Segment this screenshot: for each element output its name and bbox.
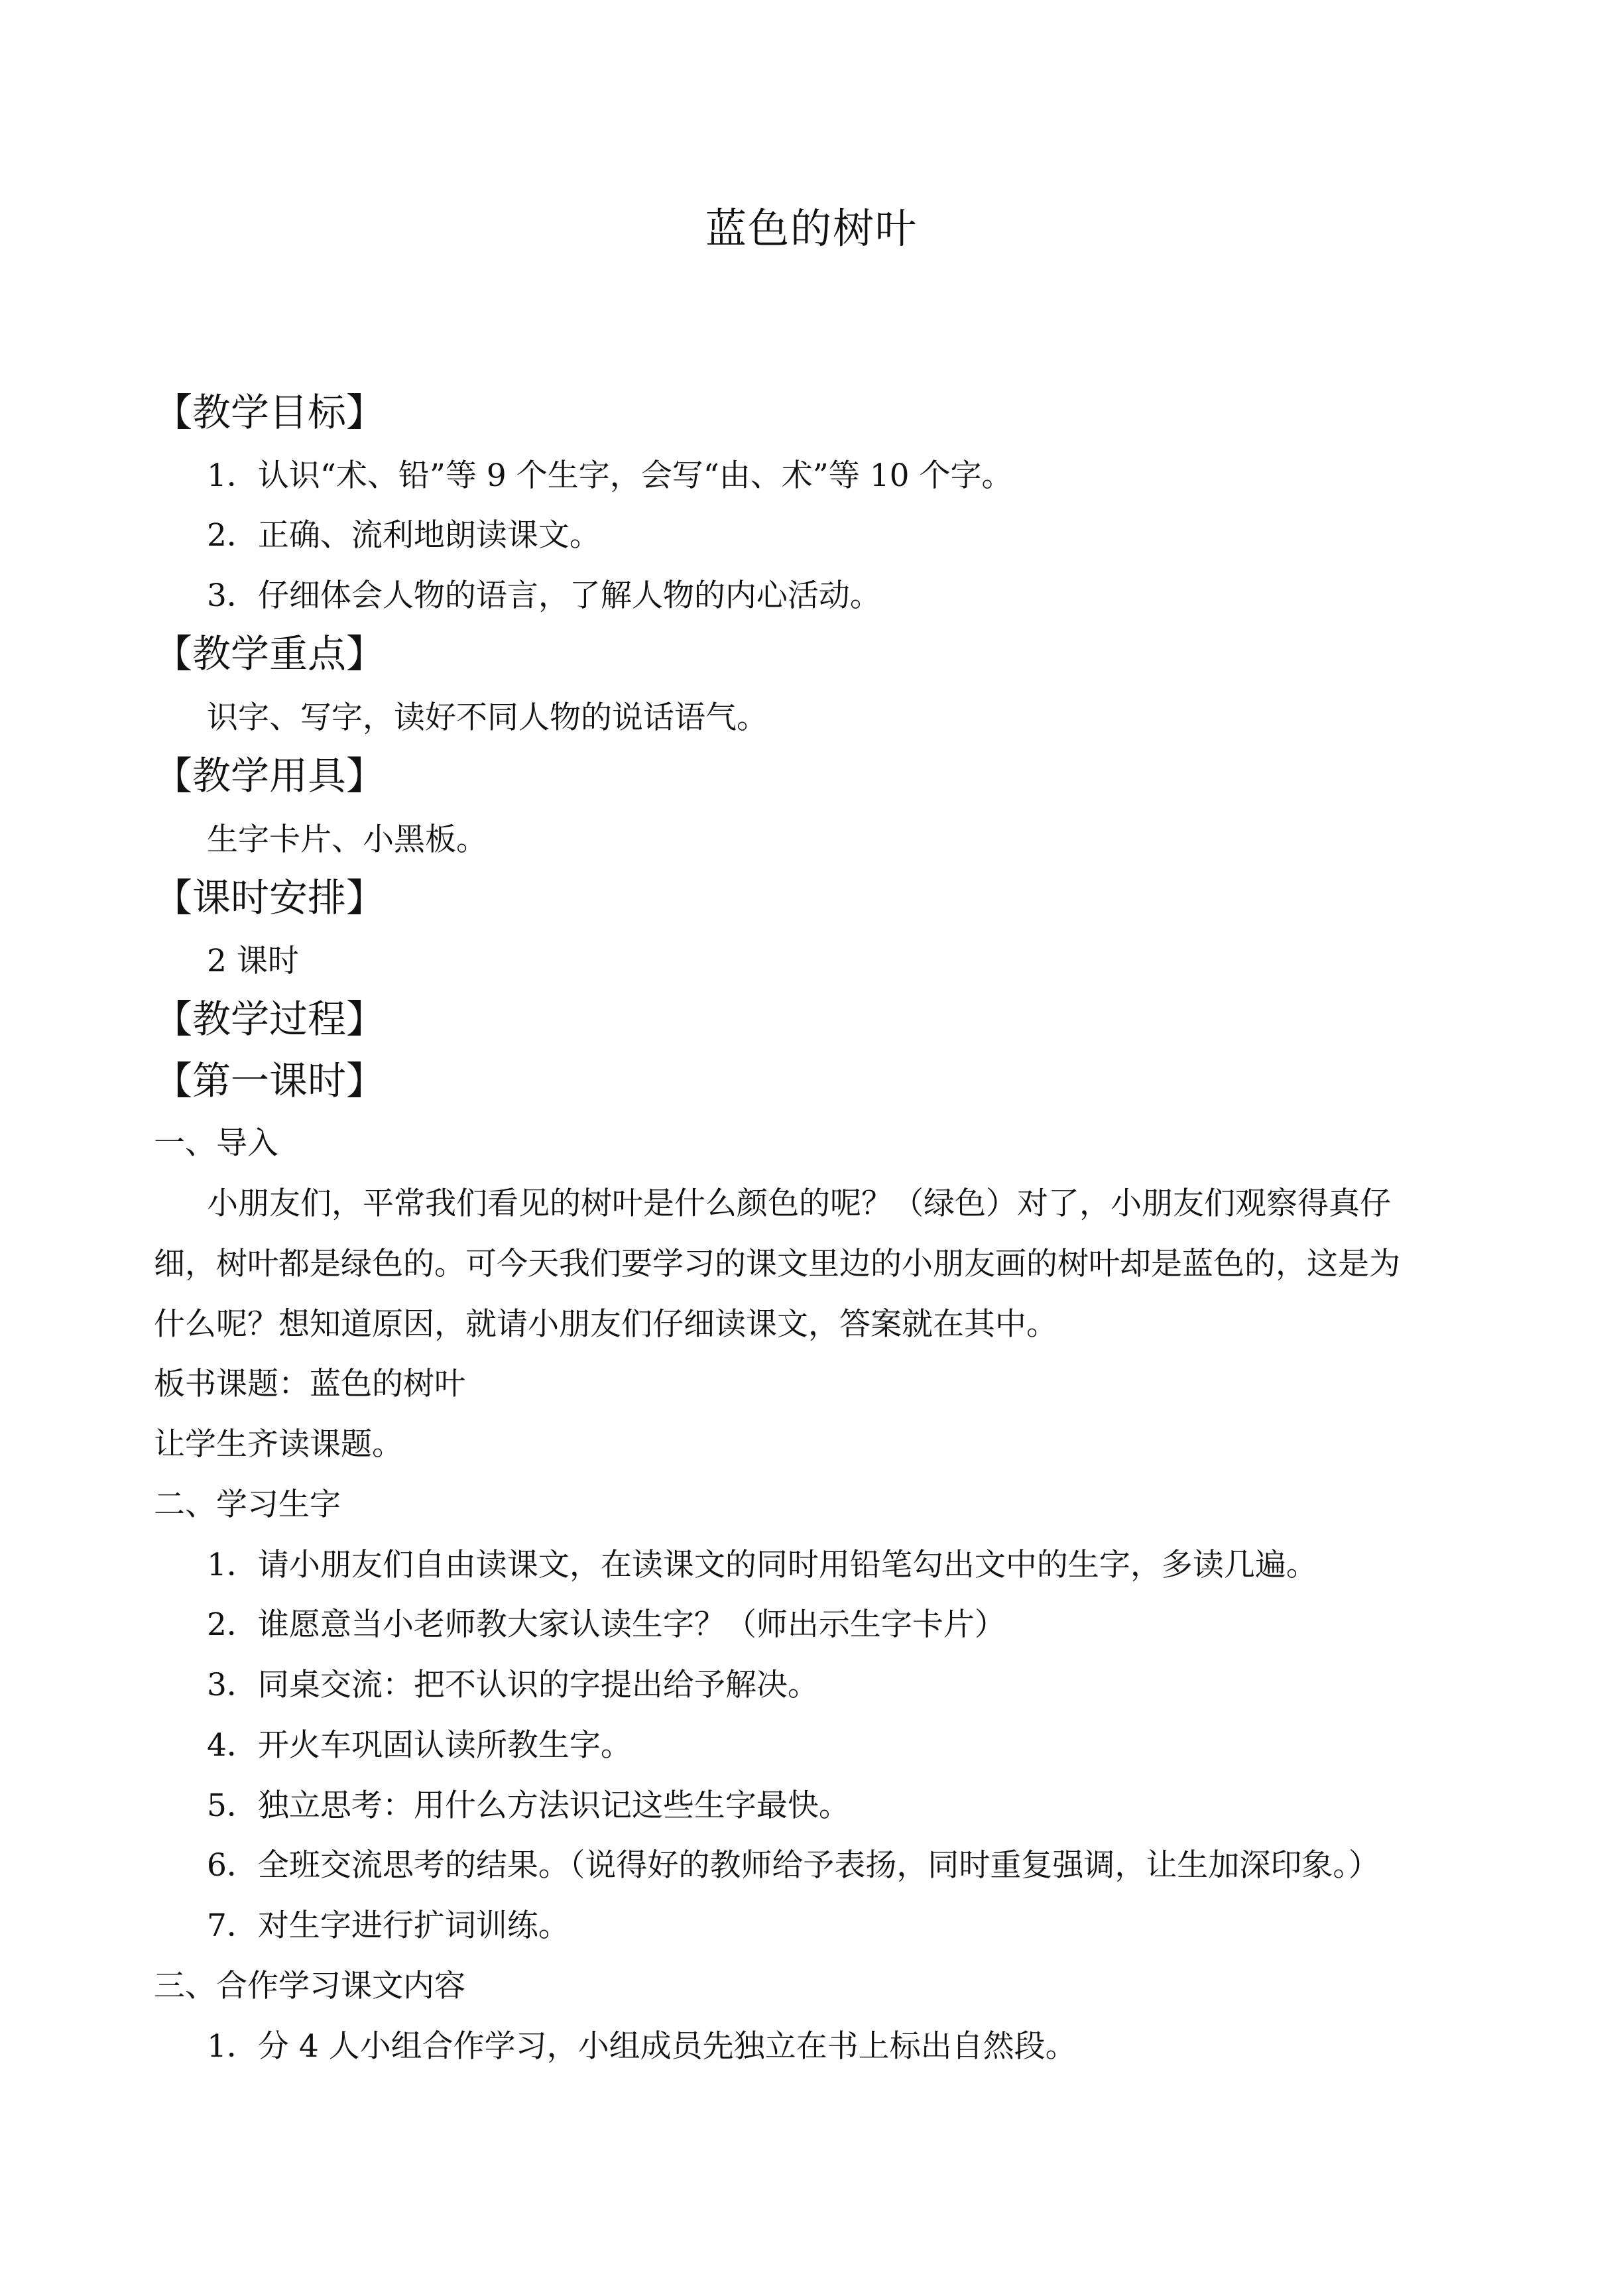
focus-text: 识字、写字，读好不同人物的说话语气。 xyxy=(207,699,768,736)
learn-step-1: 1．请小朋友们自由读课文，在读课文的同时用铅笔勾出文中的生字，多读几遍。 xyxy=(207,1547,1317,1583)
heading-teaching-process: 【教学过程】 xyxy=(154,997,385,1042)
section-cooperative-study: 三、合作学习课文内容 xyxy=(154,1968,465,2004)
intro-paragraph-line-1: 小朋友们，平常我们看见的树叶是什么颜色的呢？（绿色）对了，小朋友们观察得真仔 xyxy=(207,1185,1391,1222)
schedule-text: 2 课时 xyxy=(207,943,299,979)
section-learn-characters: 二、学习生字 xyxy=(154,1486,341,1523)
learn-step-4: 4．开火车巩固认读所教生字。 xyxy=(207,1727,632,1764)
intro-paragraph-line-2: 细，树叶都是绿色的。可今天我们要学习的课文里边的小朋友画的树叶却是蓝色的，这是为 xyxy=(154,1246,1400,1282)
intro-paragraph-line-3: 什么呢？想知道原因，就请小朋友们仔细读课文，答案就在其中。 xyxy=(154,1306,1057,1343)
learn-step-3: 3．同桌交流：把不认识的字提出给予解决。 xyxy=(207,1667,819,1703)
read-title-line: 让学生齐读课题。 xyxy=(154,1426,403,1463)
heading-teaching-focus: 【教学重点】 xyxy=(154,631,385,676)
board-title-line: 板书课题：蓝色的树叶 xyxy=(154,1366,465,1402)
goal-item-1: 1．认识“术、铅”等 9 个生字，会写“由、术”等 10 个字。 xyxy=(207,457,1013,494)
learn-step-2: 2．谁愿意当小老师教大家认读生字？（师出示生字卡片） xyxy=(207,1606,1006,1643)
goal-item-2: 2．正确、流利地朗读课文。 xyxy=(207,517,601,554)
heading-teaching-goals: 【教学目标】 xyxy=(154,390,385,435)
document-title: 蓝色的树叶 xyxy=(705,204,918,253)
heading-first-lesson: 【第一课时】 xyxy=(154,1058,385,1103)
tools-text: 生字卡片、小黑板。 xyxy=(207,821,487,858)
goal-item-3: 3．仔细体会人物的语言，了解人物的内心活动。 xyxy=(207,577,881,614)
section-intro: 一、导入 xyxy=(154,1125,278,1162)
learn-step-5: 5．独立思考：用什么方法识记这些生字最快。 xyxy=(207,1787,850,1824)
heading-teaching-tools: 【教学用具】 xyxy=(154,753,385,798)
learn-step-7: 7．对生字进行扩词训练。 xyxy=(207,1907,570,1944)
learn-step-6: 6．全班交流思考的结果。（说得好的教师给予表扬，同时重复强调，让生加深印象。） xyxy=(207,1847,1380,1884)
cooperative-step-1: 1．分 4 人小组合作学习，小组成员先独立在书上标出自然段。 xyxy=(207,2028,1077,2065)
heading-schedule: 【课时安排】 xyxy=(154,875,385,920)
